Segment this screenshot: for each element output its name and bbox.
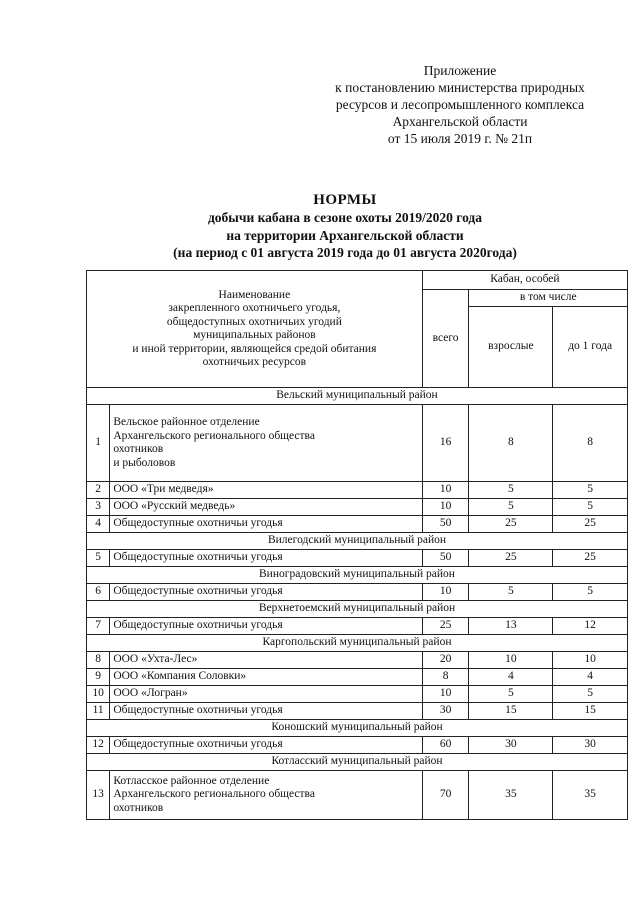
row-young: 8 [553, 405, 628, 482]
row-name [110, 405, 422, 482]
row-number: 7 [87, 618, 110, 635]
district-row [87, 635, 628, 652]
row-young: 5 [553, 584, 628, 601]
header-name-line: муниципальных районов [193, 329, 316, 341]
row-young: 30 [553, 737, 628, 754]
row-number: 11 [87, 703, 110, 720]
table-row [87, 669, 628, 686]
district-name: Коношский муниципальный район [87, 720, 628, 737]
table-row [87, 618, 628, 635]
district-name: Вельский муниципальный район [87, 388, 628, 405]
row-number: 10 [87, 686, 110, 703]
row-name: ООО «Компания Соловки» [110, 669, 422, 686]
row-young: 5 [553, 499, 628, 516]
row-young: 12 [553, 618, 628, 635]
row-total: 50 [422, 550, 469, 567]
table-row [87, 550, 628, 567]
appendix-line: ресурсов и лесопромышленного комплекса [335, 97, 585, 112]
row-adults: 30 [469, 737, 553, 754]
district-name: Виноградовский муниципальный район [87, 567, 628, 584]
row-total: 70 [422, 771, 469, 820]
title-line: добычи кабана в сезоне охоты 2019/2020 года [207, 210, 483, 225]
row-total: 8 [422, 669, 469, 686]
row-name-line: и рыболовов [113, 456, 176, 469]
row-number: 1 [87, 405, 110, 482]
header-name-line: охотничьих ресурсов [202, 356, 307, 368]
row-young: 25 [553, 550, 628, 567]
title-line: на территории Архангельской области [226, 227, 464, 243]
appendix-line: Приложение [423, 63, 497, 78]
row-number: 2 [87, 482, 110, 499]
district-name: Верхнетоемский муниципальный район [87, 601, 628, 618]
appendix-line: к постановлению министерства природных [335, 80, 585, 95]
district-row [87, 388, 628, 405]
row-total: 25 [422, 618, 469, 635]
district-row [87, 601, 628, 618]
table-row [87, 703, 628, 720]
row-young: 5 [553, 482, 628, 499]
table-row [87, 737, 628, 754]
row-number: 4 [87, 516, 110, 533]
district-row [87, 720, 628, 737]
row-number: 5 [87, 550, 110, 567]
district-name: Котласский муниципальный район [87, 754, 628, 771]
title-main: НОРМЫ [313, 192, 377, 208]
header-group: Кабан, особей [422, 271, 627, 290]
district-row [87, 567, 628, 584]
row-total: 10 [422, 499, 469, 516]
row-young: 15 [553, 703, 628, 720]
row-name: Общедоступные охотничьи угодья [110, 550, 422, 567]
header-young: до 1 года [553, 307, 628, 388]
title-line: (на период с 01 августа 2019 года до 01 августа 2020года) [173, 245, 517, 260]
row-young: 10 [553, 652, 628, 669]
row-total: 10 [422, 482, 469, 499]
row-adults: 4 [469, 669, 553, 686]
table-row [87, 584, 628, 601]
appendix-block [300, 62, 620, 147]
row-number: 12 [87, 737, 110, 754]
header-including: в том числе [469, 290, 628, 307]
row-total: 10 [422, 686, 469, 703]
header-name-line: общедоступных охотничьих угодий [166, 315, 342, 328]
row-number: 3 [87, 499, 110, 516]
row-adults: 35 [469, 771, 553, 820]
row-number: 13 [87, 771, 110, 820]
row-name-line: Архангельского регионального общества [113, 788, 315, 801]
row-adults: 5 [469, 499, 553, 516]
district-row [87, 754, 628, 771]
row-name-line: Архангельского регионального общества [113, 429, 315, 442]
document-title [60, 191, 630, 262]
row-young: 4 [553, 669, 628, 686]
row-adults: 10 [469, 652, 553, 669]
row-total: 30 [422, 703, 469, 720]
table-row [87, 771, 628, 820]
row-name: Общедоступные охотничьи угодья [110, 703, 422, 720]
row-adults: 13 [469, 618, 553, 635]
row-name: Общедоступные охотничьи угодья [110, 584, 422, 601]
row-adults: 5 [469, 584, 553, 601]
appendix-line: Архангельской области [392, 114, 528, 129]
header-name-line: закрепленного охотничьего угодья, [168, 302, 341, 314]
row-name [110, 771, 422, 820]
appendix-line: от 15 июля 2019 г. № 21п [387, 131, 533, 146]
row-adults: 25 [469, 516, 553, 533]
row-adults: 5 [469, 482, 553, 499]
row-adults: 5 [469, 686, 553, 703]
row-young: 35 [553, 771, 628, 820]
district-row [87, 533, 628, 550]
row-name-line: Вельское районное отделение [113, 416, 260, 428]
row-name-line: охотников [113, 443, 164, 455]
header-name [87, 271, 423, 388]
header-adults: взрослые [469, 307, 553, 388]
row-name-line: охотников [113, 801, 164, 814]
row-name-line: Котласское районное отделение [113, 774, 270, 787]
row-total: 60 [422, 737, 469, 754]
header-name-line: и иной территории, являющейся средой обитания [132, 342, 377, 355]
row-total: 50 [422, 516, 469, 533]
row-total: 10 [422, 584, 469, 601]
row-number: 9 [87, 669, 110, 686]
row-young: 5 [553, 686, 628, 703]
table-row [87, 499, 628, 516]
row-name: ООО «Три медведя» [110, 482, 422, 499]
table-row [87, 516, 628, 533]
row-total: 20 [422, 652, 469, 669]
row-name: ООО «Логран» [110, 686, 422, 703]
row-young: 25 [553, 516, 628, 533]
row-adults: 15 [469, 703, 553, 720]
table-row [87, 482, 628, 499]
row-name: Общедоступные охотничьи угодья [110, 737, 422, 754]
row-number: 6 [87, 584, 110, 601]
row-name: Общедоступные охотничьи угодья [110, 618, 422, 635]
district-name: Каргопольский муниципальный район [87, 635, 628, 652]
header-total: всего [422, 290, 469, 388]
row-adults: 25 [469, 550, 553, 567]
district-name: Вилегодский муниципальный район [87, 533, 628, 550]
norms-table [86, 270, 628, 820]
table-row [87, 652, 628, 669]
row-name: ООО «Ухта-Лес» [110, 652, 422, 669]
row-number: 8 [87, 652, 110, 669]
table-row [87, 686, 628, 703]
table-row [87, 405, 628, 482]
row-name: Общедоступные охотничьи угодья [110, 516, 422, 533]
row-adults: 8 [469, 405, 553, 482]
header-name-line: Наименование [218, 288, 291, 301]
row-total: 16 [422, 405, 469, 482]
row-name: ООО «Русский медведь» [110, 499, 422, 516]
